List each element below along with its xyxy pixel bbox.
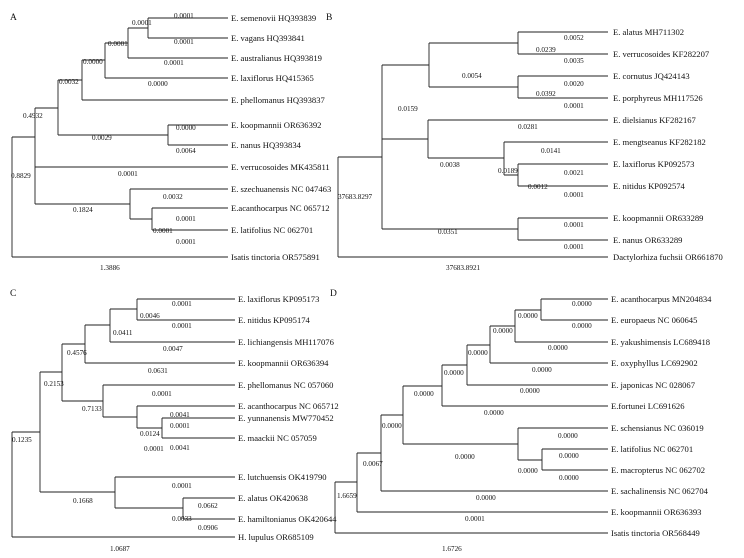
panel-c-label: C [10,289,17,299]
taxon-label: E. semenovii HQ393839 [231,13,317,23]
branch-length-label: 0.0001 [144,445,164,453]
branch-length-label: 0.0047 [163,345,183,353]
panel-d-taxa [611,294,712,538]
panel-d-branches [335,299,608,533]
taxon-label: E. mengtseanus KF282182 [613,137,706,147]
taxon-label: E. vagans HQ393841 [231,33,305,43]
branch-length-label: 1.6659 [337,492,357,500]
taxon-label: E. laxiflorus KP095173 [238,294,320,304]
branch-length-label: 0.0001 [172,482,192,490]
taxon-label: E.fortunei LC691626 [611,401,685,411]
branch-length-label: 0.0000 [572,300,592,308]
branch-length-label: 0.1824 [73,206,93,214]
branch-length-label: 0.0000 [83,58,103,66]
panel-d-label: D [330,289,337,299]
taxon-label: E. nitidus KP095174 [238,315,310,325]
taxon-label: Isatis tinctoria OR575891 [231,252,320,262]
taxon-label: E. schensianus NC 036019 [611,423,704,433]
branch-length-label: 0.0000 [176,124,196,132]
branch-length-label: 0.0001 [174,38,194,46]
taxon-label: E. latifolius NC 062701 [611,444,694,454]
branch-length-label: 0.0000 [548,344,568,352]
branch-length-label: 0.0392 [536,90,556,98]
panel-b [326,13,723,272]
panel-d [330,289,712,553]
taxon-label: E. porphyreus MH117526 [613,93,703,103]
branch-length-label: 0.0000 [382,422,402,430]
panel-b-label: B [326,13,333,23]
branch-length-label: 0.0906 [198,524,218,532]
panel-b-taxa [613,27,723,262]
taxon-label: E.acanthocarpus NC 065712 [231,203,330,213]
branch-length-label: 0.0041 [170,444,190,452]
branch-length-label: 0.0000 [559,452,579,460]
taxon-label: E. szechuanensis NC 047463 [231,184,332,194]
branch-length-label: 0.0189 [498,167,518,175]
panel-c-taxa [238,294,339,542]
branch-length-label: 0.4932 [23,112,43,120]
taxon-label: E. koopmannii OR636393 [611,507,702,517]
branch-length-label: 0.0001 [164,59,184,67]
branch-length-label: 0.8829 [11,172,31,180]
taxon-label: E. phellomanus NC 057060 [238,380,334,390]
branch-length-label: 0.0000 [468,349,488,357]
branch-length-label: 0.0159 [398,105,418,113]
taxon-label: E. laxiflorus HQ415365 [231,73,314,83]
branch-length-label: 0.0000 [484,409,504,417]
taxon-label: E. verrucosoides MK435811 [231,162,330,172]
branch-length-label: 0.7133 [82,405,102,413]
branch-length-label: 0.0000 [558,432,578,440]
taxon-label: Isatis tinctoria OR568449 [611,528,700,538]
panel-d-branch-lengths [337,300,592,523]
branch-length-label: 0.0001 [564,243,584,251]
branch-length-label: 0.1235 [12,436,32,444]
branch-length-label: 0.0411 [113,329,133,337]
branch-length-label: 0.0000 [520,387,540,395]
scale-label: 1.6726 [442,545,462,553]
branch-length-label: 0.0662 [198,502,218,510]
panel-c [10,289,339,553]
taxon-label: E. nanus OR633289 [613,235,683,245]
branch-length-label: 0.0000 [455,453,475,461]
branch-length-label: 0.0000 [444,369,464,377]
branch-length-label: 0.0239 [536,46,556,54]
taxon-label: E. macropterus NC 062702 [611,465,706,475]
branch-length-label: 0.0001 [176,215,196,223]
branch-length-label: 0.0000 [559,474,579,482]
taxon-label: Dactylorhiza fuchsii OR661870 [613,252,723,262]
branch-length-label: 0.0001 [170,422,190,430]
branch-length-label: 0.0001 [172,322,192,330]
taxon-label: E. cornutus JQ424143 [613,71,690,81]
branch-length-label: 0.0038 [440,161,460,169]
branch-length-label: 0.0001 [564,191,584,199]
branch-length-label: 0.0035 [564,57,584,65]
branch-length-label: 0.0001 [132,19,152,27]
taxon-label: E. europaeus NC 060645 [611,315,698,325]
taxon-label: E. koopmannii OR633289 [613,213,704,223]
taxon-label: E. nitidus KP092574 [613,181,685,191]
branch-length-label: 0.0141 [541,147,561,155]
branch-length-label: 0.0020 [564,80,584,88]
branch-length-label: 0.0000 [572,322,592,330]
taxon-label: E. lichiangensis MH117076 [238,337,334,347]
branch-length-label: 0.0064 [176,147,196,155]
panel-a-taxa [231,13,331,262]
taxon-label: E. sachalinensis NC 062704 [611,486,708,496]
branch-length-label: 37683.8297 [338,193,373,201]
taxon-label: E. australianus HQ393819 [231,53,322,63]
branch-length-label: 0.0001 [153,227,173,235]
taxon-label: E. alatus OK420638 [238,493,308,503]
branch-length-label: 0.0001 [564,102,584,110]
branch-length-label: 0.0046 [140,312,160,320]
branch-length-label: 0.0001 [152,390,172,398]
branch-length-label: 0.4576 [67,349,87,357]
branch-length-label: 0.0000 [476,494,496,502]
taxon-label: E. yunnanensis MW770452 [238,413,334,423]
taxon-label: E. acanthocarpus MN204834 [611,294,712,304]
branch-length-label: 0.1668 [73,497,93,505]
taxon-label: H. lupulus OR685109 [238,532,314,542]
branch-length-label: 0.0054 [462,72,482,80]
branch-length-label: 0.2153 [44,380,64,388]
branch-length-label: 0.0001 [172,300,192,308]
scale-label: 1.0687 [110,545,130,553]
taxon-label: E. oxyphyllus LC692902 [611,358,698,368]
branch-length-label: 0.0001 [564,221,584,229]
taxon-label: E. koopmannii OR636392 [231,120,322,130]
taxon-label: E. latifolius NC 062701 [231,225,314,235]
branch-length-label: 0.0001 [118,170,138,178]
taxon-label: E. maackii NC 057059 [238,433,317,443]
taxon-label: E. dielsianus KF282167 [613,115,696,125]
branch-length-label: 0.0032 [163,193,183,201]
taxon-label: E. verrucosoides KF282207 [613,49,710,59]
scale-label: 1.3886 [100,264,120,272]
branch-length-label: 0.0000 [518,312,538,320]
branch-length-label: 0.0029 [92,134,112,142]
panel-a-label: A [10,13,17,23]
taxon-label: E. laxiflorus KP092573 [613,159,695,169]
branch-length-label: 0.0021 [564,169,584,177]
taxon-label: E. hamiltonianus OK420644 [238,514,337,524]
taxon-label: E. koopmannii OR636394 [238,358,329,368]
taxon-label: E. acanthocarpus NC 065712 [238,401,339,411]
scale-label: 37683.8921 [446,264,481,272]
branch-length-label: 0.0281 [518,123,538,131]
branch-length-label: 0.0001 [176,238,196,246]
branch-length-label: 0.0001 [174,12,194,20]
branch-length-label: 0.0000 [493,327,513,335]
branch-length-label: 0.0067 [363,460,383,468]
branch-length-label: 0.0033 [172,515,192,523]
taxon-label: E. yakushimensis LC689418 [611,337,711,347]
branch-length-label: 0.0041 [170,411,190,419]
branch-length-label: 0.0001 [108,40,128,48]
panel-a [10,12,331,272]
branch-length-label: 0.0631 [148,367,168,375]
branch-length-label: 0.0012 [528,183,548,191]
taxon-label: E. alatus MH711302 [613,27,685,37]
taxon-label: E. lutchuensis OK419790 [238,472,327,482]
branch-length-label: 0.0000 [532,366,552,374]
branch-length-label: 0.0000 [414,390,434,398]
branch-length-label: 0.0351 [438,228,458,236]
taxon-label: E. japonicas NC 028067 [611,380,696,390]
branch-length-label: 0.0000 [148,80,168,88]
branch-length-label: 0.0124 [140,430,160,438]
taxon-label: E. nanus HQ393834 [231,140,301,150]
branch-length-label: 0.0000 [518,467,538,475]
taxon-label: E. phellomanus HQ393837 [231,95,325,105]
branch-length-label: 0.0001 [465,515,485,523]
branch-length-label: 0.0032 [59,78,79,86]
branch-length-label: 0.0052 [564,34,584,42]
